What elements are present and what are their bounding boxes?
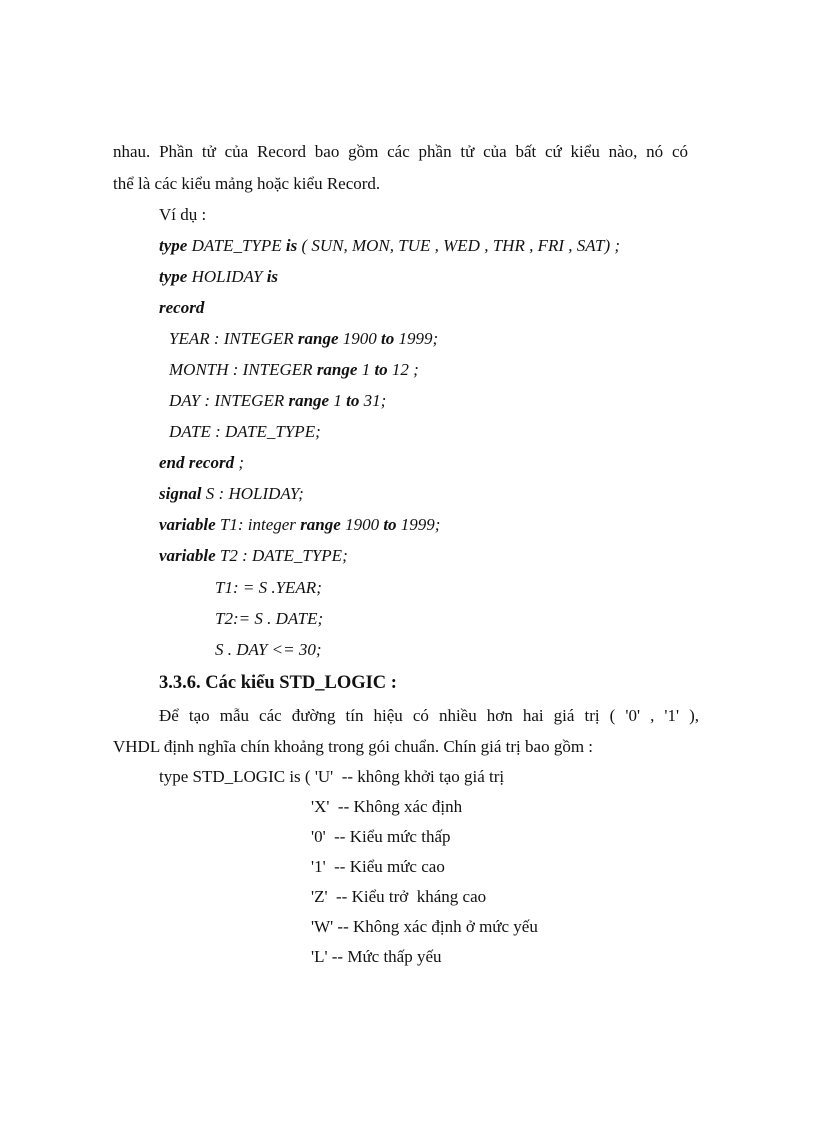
std-logic-value: 'X' -- Không xác định bbox=[311, 797, 463, 816]
code-keyword: signal bbox=[159, 484, 202, 503]
code-keyword: is bbox=[266, 267, 279, 286]
code-line bbox=[159, 515, 440, 535]
code-keyword: to bbox=[381, 329, 395, 348]
std-logic-value: '1' -- Kiểu mức cao bbox=[311, 857, 445, 876]
std-logic-intro: type STD_LOGIC is ( 'U' -- không khởi tạo giá trị bbox=[159, 767, 505, 786]
code-text: ; bbox=[234, 453, 244, 472]
paragraph-line: thể là các kiểu mảng hoặc kiểu Record. bbox=[113, 174, 381, 193]
code-line bbox=[169, 422, 321, 442]
code-text: 12 ; bbox=[387, 360, 419, 379]
example-label: Ví dụ : bbox=[159, 205, 207, 224]
code-text: 1 bbox=[329, 391, 347, 410]
code-line bbox=[159, 298, 204, 318]
code-line bbox=[169, 360, 419, 380]
code-line: T2:= S . DATE; bbox=[215, 609, 324, 628]
code-keyword: to bbox=[374, 360, 388, 379]
code-text: 1900 bbox=[340, 515, 384, 534]
code-line bbox=[159, 267, 278, 287]
code-keyword: range bbox=[288, 391, 330, 410]
paragraph-line: nhau. Phần tử của Record bao gồm các phần tử của bất cứ kiểu nào, nó có bbox=[113, 142, 688, 161]
code-text: YEAR : INTEGER bbox=[169, 329, 298, 348]
code-keyword: range bbox=[300, 515, 341, 534]
code-line: S . DAY <= 30; bbox=[215, 640, 322, 659]
std-logic-value: '0' -- Kiểu mức thấp bbox=[311, 827, 451, 846]
code-keyword: to bbox=[383, 515, 397, 534]
code-keyword: variable bbox=[159, 546, 216, 565]
code-line bbox=[159, 484, 304, 504]
code-text: T1: integer bbox=[215, 515, 301, 534]
section-heading: 3.3.6. Các kiểu STD_LOGIC : bbox=[159, 673, 397, 693]
code-keyword: range bbox=[316, 360, 358, 379]
code-line bbox=[159, 453, 244, 473]
std-logic-value: 'Z' -- Kiểu trở kháng cao bbox=[311, 887, 487, 906]
code-text: 1900 bbox=[338, 329, 382, 348]
code-text: 1 bbox=[357, 360, 375, 379]
code-line bbox=[159, 236, 620, 256]
code-line bbox=[169, 391, 386, 411]
code-text: HOLIDAY bbox=[187, 267, 267, 286]
code-keyword: variable bbox=[159, 515, 216, 534]
code-text: S : HOLIDAY; bbox=[201, 484, 304, 503]
code-text: 1999; bbox=[394, 329, 439, 348]
std-logic-value: 'L' -- Mức thấp yếu bbox=[311, 947, 442, 966]
code-text: DATE : DATE_TYPE; bbox=[169, 422, 321, 441]
code-text: MONTH : INTEGER bbox=[169, 360, 317, 379]
code-text: 31; bbox=[359, 391, 387, 410]
code-line bbox=[169, 329, 438, 349]
code-text: DATE_TYPE bbox=[187, 236, 286, 255]
code-keyword: type bbox=[159, 236, 188, 255]
code-line bbox=[159, 546, 348, 566]
code-text: T2 : DATE_TYPE; bbox=[215, 546, 348, 565]
code-keyword: is bbox=[285, 236, 298, 255]
code-line: T1: = S .YEAR; bbox=[215, 578, 322, 597]
code-text: 1999; bbox=[396, 515, 441, 534]
code-keyword: end record bbox=[159, 453, 235, 472]
code-keyword: to bbox=[346, 391, 360, 410]
code-keyword: record bbox=[159, 298, 205, 317]
std-logic-value: 'W' -- Không xác định ở mức yếu bbox=[311, 917, 538, 936]
code-keyword: type bbox=[159, 267, 188, 286]
code-text: ( SUN, MON, TUE , WED , THR , FRI , SAT) ; bbox=[297, 236, 621, 255]
code-text: DAY : INTEGER bbox=[169, 391, 289, 410]
paragraph-line: VHDL định nghĩa chín khoảng trong gói chuẩn. Chín giá trị bao gồm : bbox=[113, 737, 594, 756]
code-keyword: range bbox=[297, 329, 339, 348]
paragraph-line: Để tạo mẫu các đường tín hiệu có nhiều hơn hai giá trị ( '0' , '1' ), bbox=[159, 706, 699, 725]
